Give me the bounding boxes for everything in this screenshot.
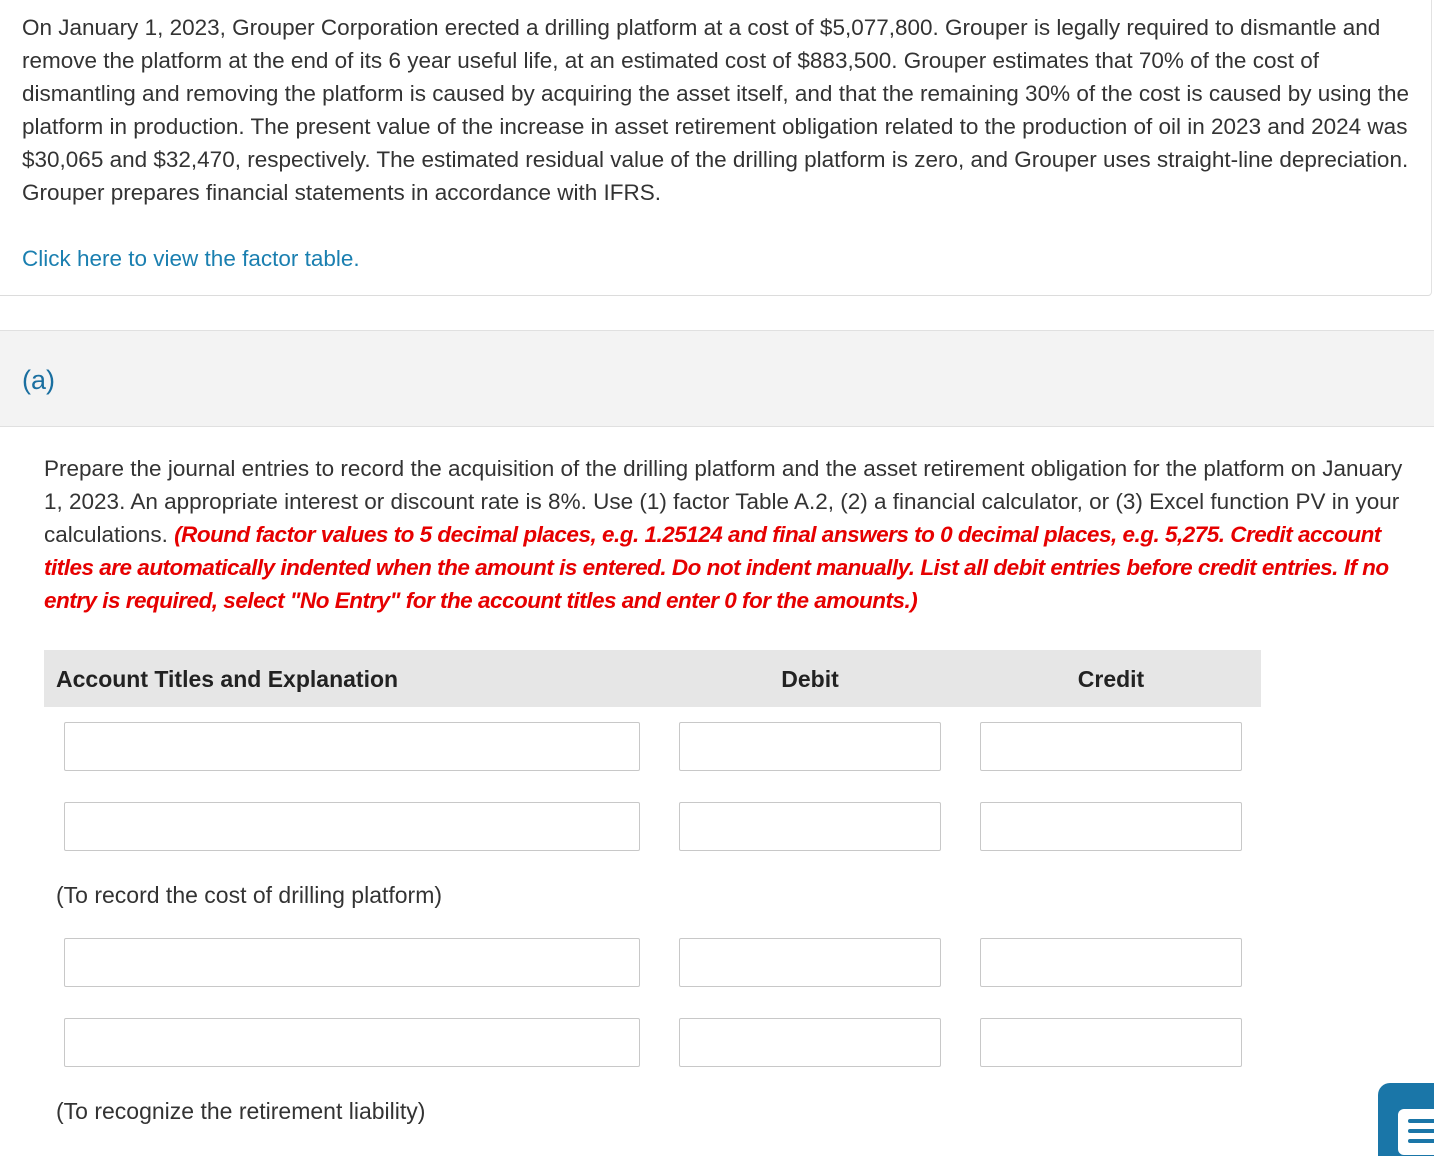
part-instructions <box>44 452 1414 617</box>
instructions-rounding-note: (Round factor values to 5 decimal places, e.g. 1.25124 and final answers to 0 decimal places, e.g. 5,275. Credit account titles are automatically indented when the amount is entered. Do not indent manually. List all debit entries before credit entries. If no entry is required, select "No Entry" for the account titles and enter 0 for the amounts.) <box>44 522 1389 613</box>
header-credit: Credit <box>1077 666 1145 692</box>
problem-statement-card <box>0 0 1432 296</box>
credit-input-4[interactable] <box>980 1018 1242 1067</box>
credit-input-3[interactable] <box>980 938 1242 987</box>
chat-button[interactable] <box>1378 1083 1434 1156</box>
account-title-input-3[interactable] <box>64 938 640 987</box>
account-title-input-4[interactable] <box>64 1018 640 1067</box>
debit-input-4[interactable] <box>679 1018 941 1067</box>
part-label: (a) <box>22 365 55 395</box>
account-title-input-1[interactable] <box>64 722 640 771</box>
chat-bubble-icon <box>1398 1109 1434 1155</box>
entry-explanation-1: (To record the cost of drilling platform) <box>56 882 443 908</box>
credit-input-1[interactable] <box>980 722 1242 771</box>
part-header <box>0 330 1434 427</box>
debit-input-1[interactable] <box>679 722 941 771</box>
entry-explanation-2: (To recognize the retirement liability) <box>56 1098 426 1124</box>
instructions-text: Prepare the journal entries to record the acquisition of the drilling platform and the asset retirement obligation for the platform on January 1, 2023. An appropriate interest or discount rate is 8%. Use (1) factor Table A.2, (2) a financial calculator, or (3) Excel function PV in your calculations. <box>44 456 1403 547</box>
debit-input-2[interactable] <box>679 802 941 851</box>
header-debit: Debit <box>781 666 839 692</box>
header-account-titles: Account Titles and Explanation <box>56 666 399 692</box>
problem-text: On January 1, 2023, Grouper Corporation erected a drilling platform at a cost of $5,077,800. Grouper is legally required to dismantle and remove the platform at the end of its 6 year useful life, at an estimated cost of $883,500. Grouper estimates that 70% of the cost of dismantling and removing the platform is caused by acquiring the asset itself, and that the remaining 30% of the cost is caused by using the platform in production. The present value of the increase in asset retirement obligation related to the production of oil in 2023 and 2024 was $30,065 and $32,470, respectively. The estimated residual value of the drilling platform is zero, and Grouper uses straight-line depreciation. Grouper prepares financial statements in accordance with IFRS. <box>22 15 1410 205</box>
debit-input-3[interactable] <box>679 938 941 987</box>
credit-input-2[interactable] <box>980 802 1242 851</box>
factor-table-link[interactable]: Click here to view the factor table. <box>22 246 360 271</box>
journal-table-header <box>44 650 1261 707</box>
account-title-input-2[interactable] <box>64 802 640 851</box>
